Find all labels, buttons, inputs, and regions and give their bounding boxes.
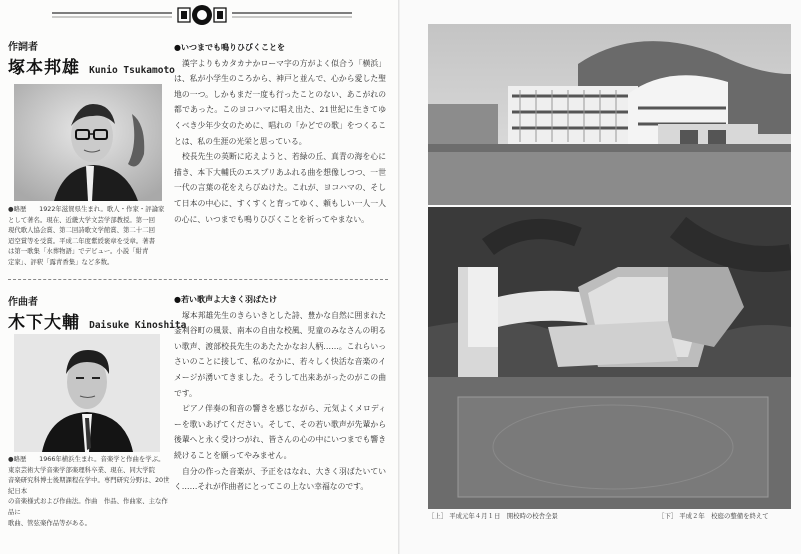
bio-line: として著名。現在、近畿大学文芸学部教授。第一回 xyxy=(8,215,155,224)
composer-heading xyxy=(8,293,186,333)
bio-line: 歌曲、管弦楽作品等がある。 xyxy=(8,518,92,527)
composer-section-title: ●若い歌声よ大きく羽ばたけ xyxy=(174,295,277,304)
bio-line: 音楽研究科博士後期課程在学中。専門研究分野は、20世紀日本 xyxy=(8,476,170,495)
lyricist-name-romaji: Kunio Tsukamoto xyxy=(89,65,175,76)
lyricist-heading xyxy=(8,38,175,78)
bio-line: 定家」、評釈「露青香集」など多数。 xyxy=(8,257,114,266)
caption-top-text: 平成元年４月１日 開校時の校舎全景 xyxy=(449,512,558,520)
ornament-header xyxy=(52,4,352,26)
bio-line: 現代歌人協会賞、第二回詩歌文学館賞、第二十二回 xyxy=(8,226,155,235)
lyricist-portrait xyxy=(14,84,162,201)
school-photo-top xyxy=(428,24,791,205)
lyricist-name-jp: 塚本邦雄 xyxy=(8,58,80,78)
paragraph: 漢字よりもカタカナかローマ字の方がよく似合う「横浜」は、私が小学生のころから、神戸と並んで、心から愛した聖地の一つ。しかもまだ一度も行ったことのない、あこがれの都であった。このヨコハマに唱え出た、21世紀に生きてゆくべき少年少女のために、唱れの「かどでの歌」をつくることは、私の生涯の光栄と思っている。 xyxy=(174,58,386,146)
composer-name-jp: 木下大輔 xyxy=(8,313,80,333)
paragraph: 自分の作った音楽が、予正をはなれ、大きく羽ばたいていく……それが作曲者にとってこの上ない幸福なのです。 xyxy=(174,466,386,492)
bio-line: ●略歴 1922年滋賀県生まれ。歌人・作家・評論家 xyxy=(8,205,165,213)
caption-bottom-label: ［下］ xyxy=(658,512,678,520)
right-page xyxy=(400,0,801,554)
left-page xyxy=(0,0,400,554)
section-divider xyxy=(8,279,388,280)
caption-bottom xyxy=(658,511,769,520)
bio-line: の音楽様式および作曲法。作曲 作品、作曲家、主な作品に xyxy=(8,497,168,516)
bio-line: ●略歴 1966年横浜生まれ。音楽学と作曲を学ぶ。 xyxy=(8,455,165,463)
lyricist-section-title: ●いつまでも鳴りひびくことを xyxy=(174,43,285,52)
lyricist-text xyxy=(174,40,386,227)
bio-line: は第一歌集「水葬物語」でデビュー。小説「紺青 xyxy=(8,247,149,256)
composer-bio xyxy=(8,454,172,528)
composer-role: 作曲者 xyxy=(8,297,38,308)
paragraph: 塚本邦雄先生のきらいきとした詩、豊かな自然に囲まれた釜利谷町の風景、南本の自由な校風、児童のみなさんの明るい歌声、渡部校長先生のあたたかなお人柄……。これらいっさいのことに接して、私のなかに、若々しく快活な音楽のイメージが湧いてきました。そうして出来あがったのがこの曲です。 xyxy=(174,310,386,398)
bio-line: 東京芸術大学音楽学部楽理科卒業、現在、同大学院 xyxy=(8,465,155,474)
composer-portrait xyxy=(14,334,160,452)
paragraph: ピアノ伴奏の和音の響きを感じながら、元気よくメロディーを歌いあげてください。そして、その若い歌声が先輩から後輩へと永く受けつがれ、皆さんの心の中にいつまでも響き続けることを願ってやみません。 xyxy=(174,404,386,460)
caption-top xyxy=(428,511,558,520)
school-photo-aerial xyxy=(428,207,791,509)
lyricist-role: 作詞者 xyxy=(8,42,38,53)
caption-bottom-text: 平成２年 校庭の整備を終えて xyxy=(679,512,769,520)
composer-name-romaji: Daisuke Kinoshita xyxy=(89,320,187,331)
bio-line: 迢空賞等を受賞。平成二年度紫綬褒章を受章。著書 xyxy=(8,236,155,245)
paragraph: 校長先生の英断に応えようと、若緑の丘、真青の海を心に描き、本下大輔氏のエスプリあふれる曲を想像しつつ、一世一代の言葉の花をえらびぬけた。これが、ヨコハマの、そして日本の中心に、すくすくと育ってゆく、頼もしい一人一人の心に、いつまでも鳴りひびくことを祈ってやまない。 xyxy=(174,152,386,224)
caption-top-label: ［上］ xyxy=(428,512,448,520)
composer-text xyxy=(174,292,386,495)
lyricist-bio xyxy=(8,204,170,268)
